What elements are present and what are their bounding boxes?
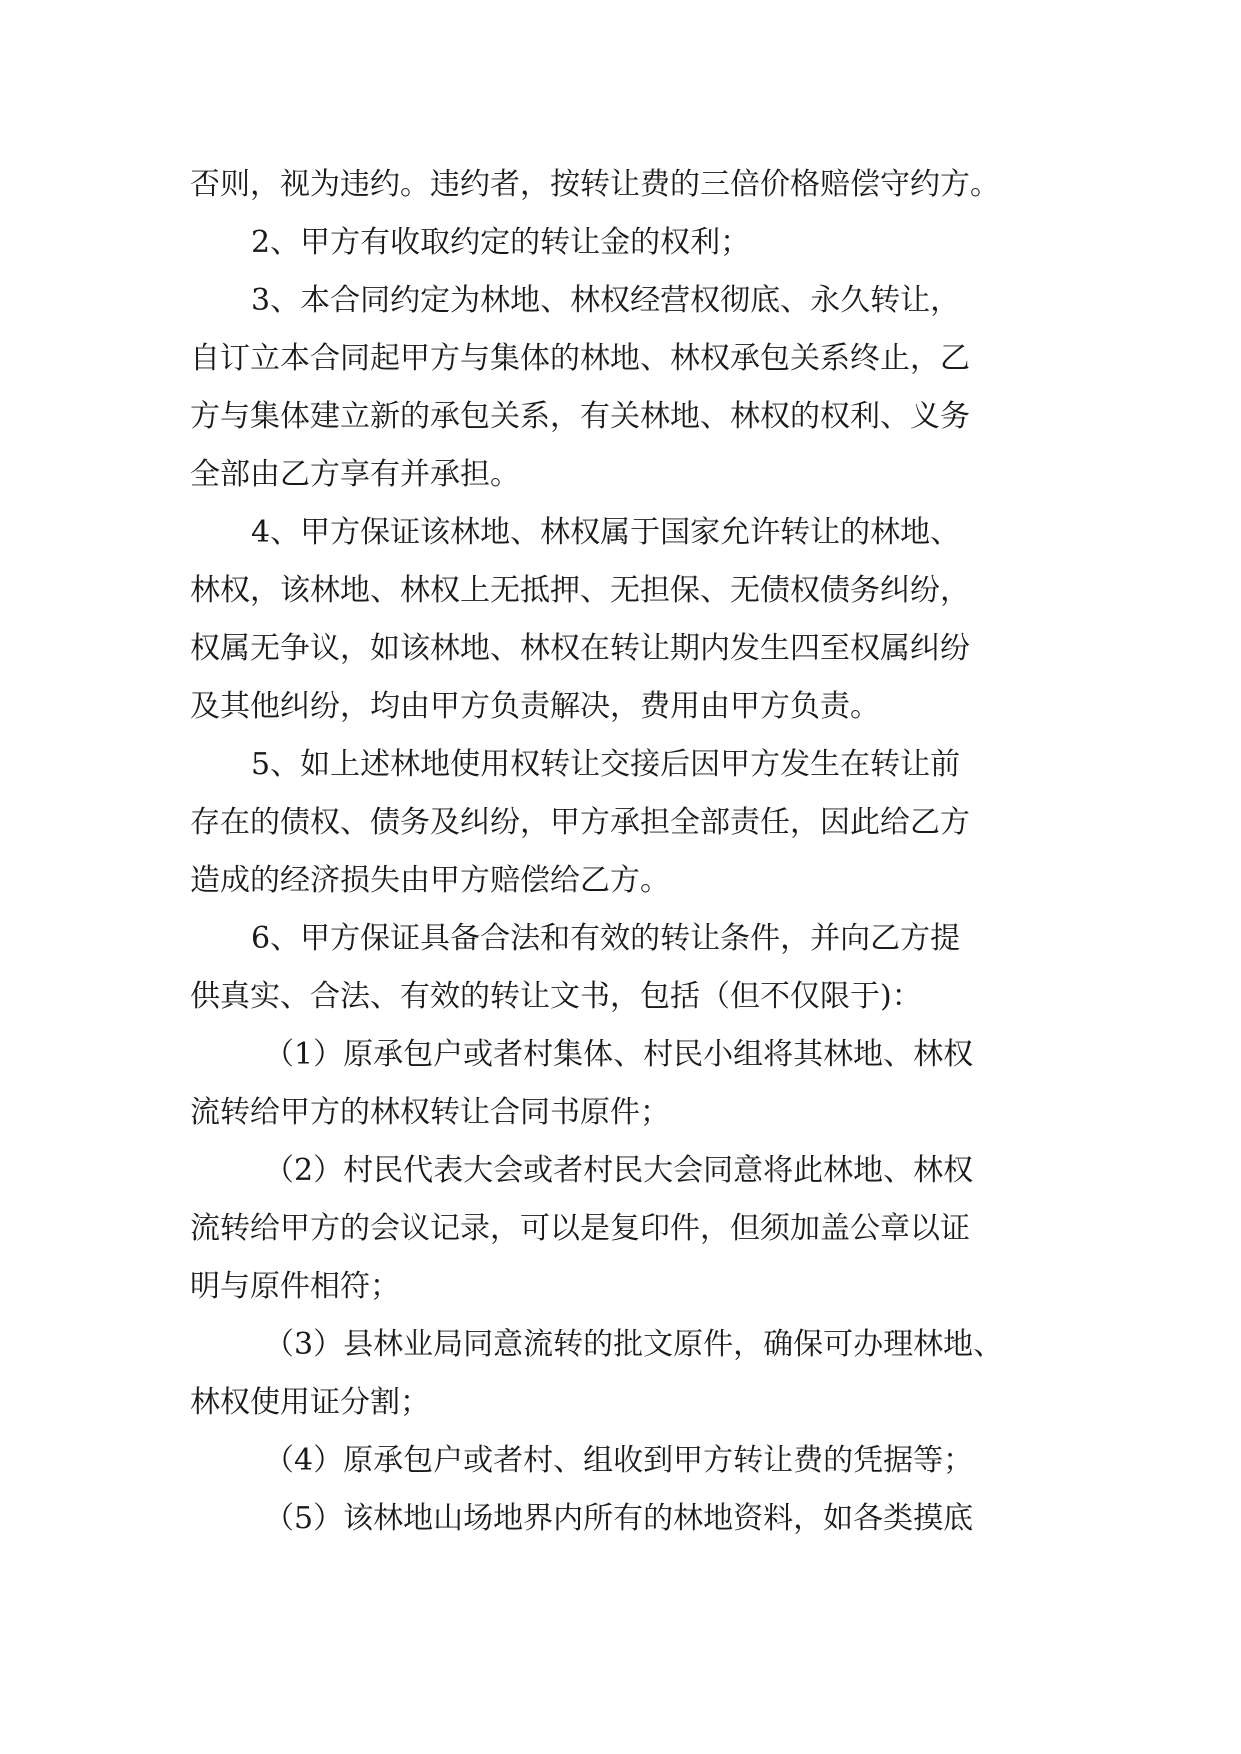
clause-6-line: 6、甲方保证具备合法和有效的转让条件，并向乙方提	[251, 921, 961, 956]
clause-5-line: 5、如上述林地使用权转让交接后因甲方发生在转让前	[251, 747, 961, 782]
sub-item-2-line: （2）村民代表大会或者村民大会同意将此林地、林权	[264, 1153, 974, 1188]
clause-4-line: 4、甲方保证该林地、林权属于国家允许转让的林地、	[251, 515, 961, 550]
text-line: 存在的债权、债务及纠纷，甲方承担全部责任，因此给乙方	[190, 805, 970, 840]
text-line: 权属无争议，如该林地、林权在转让期内发生四至权属纠纷	[190, 631, 970, 666]
text-line: 供真实、合法、有效的转让文书，包括（但不仅限于)：	[190, 979, 922, 1014]
text-line: 及其他纠纷，均由甲方负责解决，费用由甲方负责。	[190, 689, 880, 724]
text-line: 造成的经济损失由甲方赔偿给乙方。	[190, 863, 670, 898]
text-line: 自订立本合同起甲方与集体的林地、林权承包关系终止，乙	[190, 341, 970, 376]
text-line: 方与集体建立新的承包关系，有关林地、林权的权利、义务	[190, 399, 970, 434]
sub-item-4-line: （4）原承包户或者村、组收到甲方转让费的凭据等；	[264, 1443, 974, 1478]
text-line: 流转给甲方的林权转让合同书原件；	[190, 1095, 670, 1130]
text-line: 明与原件相符；	[190, 1269, 400, 1304]
clause-2-line: 2、甲方有收取约定的转让金的权利；	[251, 225, 751, 260]
clause-3-line: 3、本合同约定为林地、林权经营权彻底、永久转让，	[251, 283, 961, 318]
text-line: 否则，视为违约。违约者，按转让费的三倍价格赔偿守约方。	[190, 167, 1000, 202]
text-line: 林权使用证分割；	[190, 1385, 430, 1420]
text-line: 全部由乙方享有并承担。	[190, 457, 520, 492]
text-line: 流转给甲方的会议记录，可以是复印件，但须加盖公章以证	[190, 1211, 970, 1246]
contract-body	[190, 156, 1070, 1548]
sub-item-5-line: （5）该林地山场地界内所有的林地资料，如各类摸底	[264, 1501, 974, 1536]
sub-item-3-line: （3）县林业局同意流转的批文原件，确保可办理林地、	[264, 1327, 1004, 1362]
sub-item-1-line: （1）原承包户或者村集体、村民小组将其林地、林权	[264, 1037, 974, 1072]
text-line: 林权，该林地、林权上无抵押、无担保、无债权债务纠纷，	[190, 573, 970, 608]
